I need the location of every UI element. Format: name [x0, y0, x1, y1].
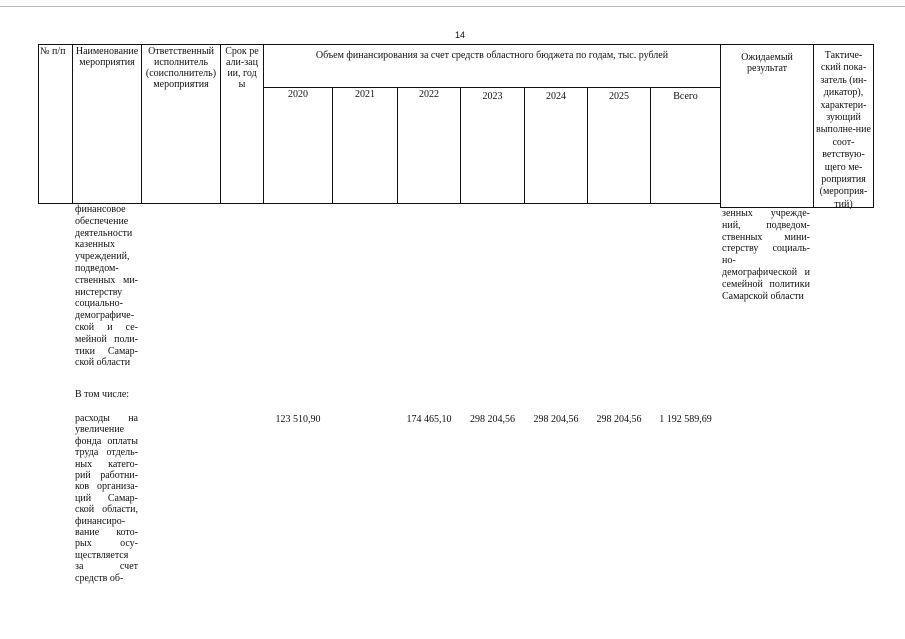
- including-label: В том числе:: [75, 389, 130, 400]
- header-name: Наименование мероприятия: [75, 46, 139, 68]
- page-number: 14: [454, 30, 465, 40]
- header-executor: Ответственный исполнитель (соисполнитель) мероприятия: [145, 46, 217, 90]
- value-2020: 123 510,90: [275, 414, 321, 425]
- scan-artifact-top: [0, 6, 905, 7]
- year-total: Всего: [673, 91, 698, 102]
- header-indicator: Тактиче-ский пока-затель (ин-дикатор), характери-зующий выполне-ние соот-ветствую-щего ме-роприятия (мероприя-тий): [816, 50, 871, 210]
- item-name: расходы на увеличение фонда оплаты труда отдель-ных катего-рий работни-ков организа-ций Самар-ской области, финансиро-вание кото-рых осу-ществляется за счет средств об-: [75, 413, 138, 584]
- value-2023: 298 204,56: [470, 414, 515, 425]
- header-funding: Объем финансирования за счет средств областного бюджета по годам, тыс. рублей: [315, 50, 669, 61]
- value-total: 1 192 589,69: [659, 414, 712, 425]
- header-num: № п/п: [40, 46, 66, 57]
- result-continuation: зенных учрежде-ний, подведом-ственных мини-стерству социаль-но-демографической и семейной политики Самарской области: [722, 208, 810, 302]
- value-2025: 298 204,56: [596, 414, 642, 425]
- year-2023: 2023: [482, 91, 503, 102]
- name-continuation: финансовое обеспечение деятельности казенных учреждений, подведом-ственных ми-нистерству социально-демографиче-ской и се-мейной поли-тики Самар-ской области: [75, 204, 138, 369]
- value-2024: 298 204,56: [533, 414, 579, 425]
- value-2022: 174 465,10: [406, 414, 452, 425]
- year-2021: 2021: [355, 89, 375, 100]
- header-term: Срок реали-зации, годы: [225, 46, 259, 90]
- year-2024: 2024: [546, 91, 566, 102]
- year-2025: 2025: [609, 91, 629, 102]
- year-2022: 2022: [419, 89, 439, 100]
- header-result: Ожидаемый результат: [741, 52, 793, 74]
- year-2020: 2020: [288, 89, 308, 100]
